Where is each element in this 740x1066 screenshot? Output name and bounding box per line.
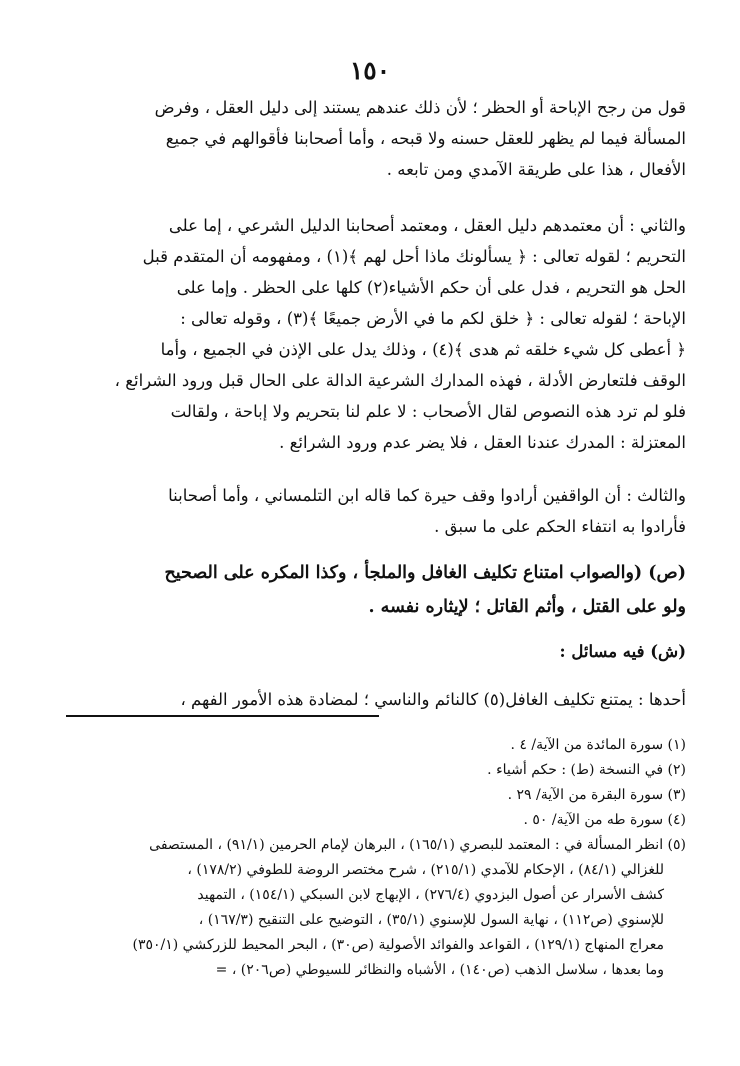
footnote: (٢) في النسخة (ط) : حكم أشياء . bbox=[487, 762, 686, 778]
text-line: التحريم ؛ لقوله تعالى : ﴿ يسألونك ماذا أحل لهم ﴾(١) ، ومفهومه أن المتقدم قبل bbox=[142, 247, 686, 266]
text-line: الوقف فلتعارض الأدلة ، فهذه المدارك الشرعية الدالة على الحال قبل ورود الشرائع ، bbox=[114, 371, 686, 390]
text-line: فأرادوا به انتفاء الحكم على ما سبق . bbox=[434, 517, 686, 536]
footnote: (١) سورة المائدة من الآية/ ٤ . bbox=[510, 737, 686, 753]
footnote-continuation: وما بعدها ، سلاسل الذهب (ص١٤٠) ، الأشباه والنظائر للسيوطي (ص٢٠٦) ، = bbox=[215, 962, 664, 978]
text-line: الحل هو التحريم ، فدل على أن حكم الأشياء(٢) كلها على الحظر . وإما على bbox=[176, 278, 686, 297]
footnote-continuation: كشف الأسرار عن أصول البزدوي (٢٧٦/٤) ، الإبهاج لابن السبكي (١٥٤/١) ، التمهيد bbox=[197, 887, 664, 903]
text-line: المسألة فيما لم يظهر للعقل حسنه ولا قبحه ، وأما أصحابنا فأقوالهم في جميع bbox=[165, 129, 686, 148]
footnote: (٥) انظر المسألة في : المعتمد للبصري (١٦٥/١) ، البرهان لإمام الحرمين (٩١/١) ، المستصفى bbox=[149, 837, 686, 853]
text-line: فلو لم ترد هذه النصوص لقال الأصحاب : لا علم لنا بتحريم ولا إباحة ، ولقالت bbox=[170, 402, 686, 421]
footnote-continuation: للإسنوي (ص١١٢) ، نهاية السول للإسنوي (٣٥/١) ، التوضيح على التنقيح (١٦٧/٣) ، bbox=[198, 912, 664, 928]
footnote-continuation: معراج المنهاج (١٢٩/١) ، القواعد والفوائد الأصولية (ص٣٠) ، البحر المحيط للزركشي (٣٥٠/١) bbox=[132, 937, 664, 953]
paragraph-3 bbox=[66, 480, 686, 542]
footnote-separator bbox=[66, 715, 379, 717]
footnote: (٤) سورة طه من الآية/ ٥٠ . bbox=[523, 812, 686, 828]
footnote: (٣) سورة البقرة من الآية/ ٢٩ . bbox=[507, 787, 686, 803]
text-line: ﴿ أعطى كل شيء خلقه ثم هدى ﴾(٤) ، وذلك يدل على الإذن في الجميع ، وأما bbox=[160, 340, 686, 359]
text-line: الأفعال ، هذا على طريقة الآمدي ومن تابعه . bbox=[386, 160, 686, 179]
text-line: والثاني : أن معتمدهم دليل العقل ، ومعتمد أصحابنا الدليل الشرعي ، إما على bbox=[168, 216, 686, 235]
text-line: (ص) (والصواب امتناع تكليف الغافل والملجأ ، وكذا المكره على الصحيح bbox=[164, 563, 686, 583]
text-line: (ش) فيه مسائل : bbox=[559, 642, 686, 661]
paragraph-1 bbox=[66, 92, 686, 185]
paragraph-2 bbox=[66, 210, 686, 458]
matn-text bbox=[66, 556, 686, 624]
text-line: الإباحة ؛ لقوله تعالى : ﴿ خلق لكم ما في الأرض جميعًا ﴾(٣) ، وقوله تعالى : bbox=[180, 309, 686, 328]
footnote-continuation: للغزالي (٨٤/١) ، الإحكام للآمدي (٢١٥/١) ، شرح مختصر الروضة للطوفي (١٧٨/٢) ، bbox=[187, 862, 664, 878]
sharh-intro bbox=[66, 636, 686, 667]
text-line: المعتزلة : المدرك عندنا العقل ، فلا يضر عدم ورود الشرائع . bbox=[279, 433, 686, 452]
page-number: ١٥٠ bbox=[349, 56, 391, 85]
footnotes bbox=[66, 733, 686, 983]
issue-one bbox=[66, 684, 686, 715]
text-line: والثالث : أن الواقفين أرادوا وقف حيرة كما قاله ابن التلمساني ، وأما أصحابنا bbox=[168, 486, 686, 505]
text-line: أحدها : يمتنع تكليف الغافل(٥) كالنائم والناسي ؛ لمضادة هذه الأمور الفهم ، bbox=[180, 690, 686, 709]
text-line: ولو على القتل ، وأثم القاتل ؛ لإيثاره نفسه . bbox=[368, 597, 686, 617]
text-line: قول من رجح الإباحة أو الحظر ؛ لأن ذلك عندهم يستند إلى دليل العقل ، وفرض bbox=[154, 98, 686, 117]
